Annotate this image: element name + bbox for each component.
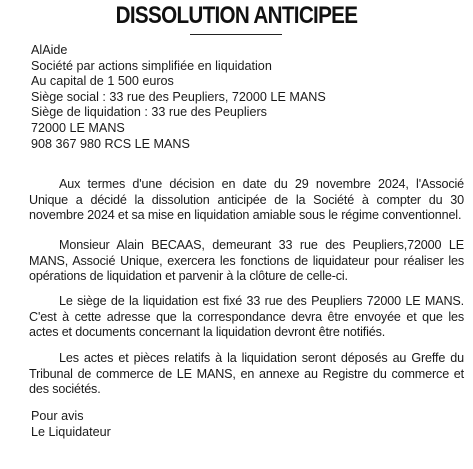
paragraph-filing: Les actes et pièces relatifs à la liquidation seront déposés au Greffe du Tribunal de commerce de LE MANS, en annexe au Registre du commerce et des sociétés. <box>29 351 464 397</box>
liquidation-office: Siège de liquidation : 33 rue des Peupliers <box>31 105 267 120</box>
paragraph-liquidation-seat: Le siège de la liquidation est fixé 33 rue des Peupliers 72000 LE MANS. C'est à cette adresse que la correspondance devra être envoyée et que les actes et documents concernant la liquidation devront être notifiés. <box>29 294 464 340</box>
paragraph-decision: Aux termes d'une décision en date du 29 novembre 2024, l'Associé Unique a décidé la dissolution anticipée de la Société à compter du 30 novembre 2024 et sa mise en liquidation amiable sous le régime conventionnel. <box>29 177 464 223</box>
liquidation-city: 72000 LE MANS <box>31 120 125 135</box>
company-name: AlAide <box>31 43 68 57</box>
registered-office: Siège social : 33 rue des Peupliers, 72000 LE MANS <box>31 89 326 104</box>
company-form: Société par actions simplifiée en liquidation <box>31 58 272 73</box>
closing-signatory: Le Liquidateur <box>31 424 111 439</box>
rcs-number: 908 367 980 RCS LE MANS <box>31 136 190 151</box>
closing-pour-avis: Pour avis <box>31 409 84 423</box>
company-capital: Au capital de 1 500 euros <box>31 74 174 89</box>
company-header <box>31 43 326 152</box>
notice-title: DISSOLUTION ANTICIPEE <box>115 2 358 29</box>
closing-block <box>31 409 111 440</box>
title-underline <box>190 34 282 35</box>
paragraph-liquidator: Monsieur Alain BECAAS, demeurant 33 rue des Peupliers,72000 LE MANS, Associé Unique, exercera les fonctions de liquidateur pour réaliser les opérations de liquidation et parvenir à la clôture de celle-ci. <box>29 238 464 284</box>
